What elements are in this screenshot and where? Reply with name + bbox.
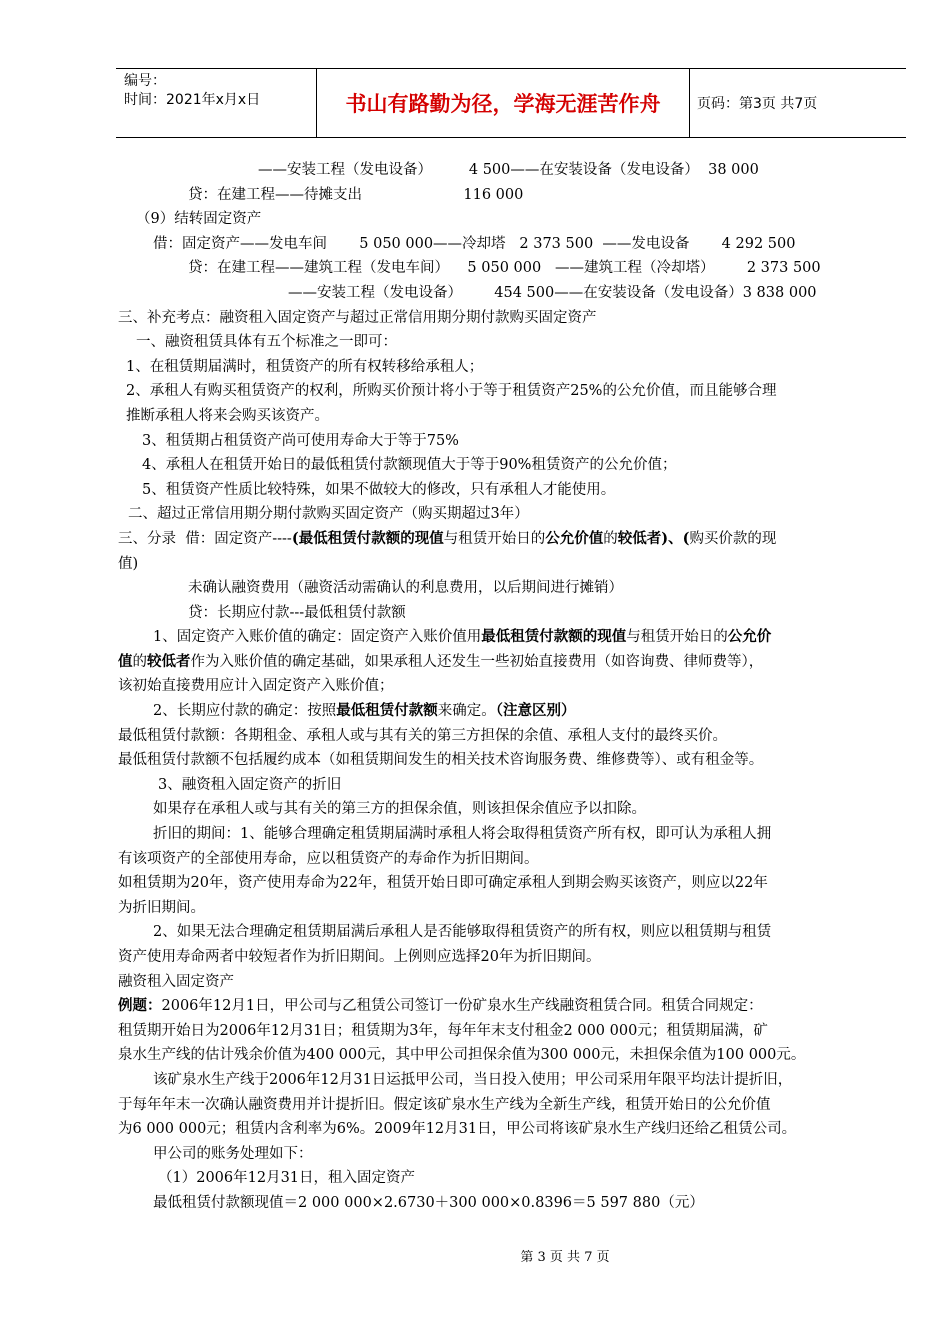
bold-text: (最低租赁付款额的现值 bbox=[291, 529, 444, 547]
text-line bbox=[118, 994, 888, 1019]
text-line: 如租赁期为20年，资产使用寿命为22年，租赁开始日即可确定承租人到期会购买该资产，则应以22年 bbox=[118, 875, 768, 892]
bold-text: 公允价 bbox=[727, 628, 772, 646]
text-line: 贷：长期应付款---最低租赁付款额 bbox=[188, 604, 406, 621]
text-line: 贷：在建工程——待摊支出 116 000 bbox=[188, 186, 524, 203]
header-left-cell bbox=[116, 69, 316, 137]
text-span: 与租赁开始日的 bbox=[443, 530, 546, 547]
text-line: 甲公司的账务处理如下： bbox=[153, 1145, 313, 1162]
text-line: 租赁期开始日为2006年12月31日；租赁期为3年，每年年末支付租金2 000 000元；租赁期届满，矿 bbox=[118, 1022, 768, 1039]
text-line: 4、承租人在租赁开始日的最低租赁付款额现值大于等于90%租赁资产的公允价值； bbox=[142, 457, 677, 474]
text-line bbox=[118, 625, 888, 650]
text-line: 3、租赁期占租赁资产尚可使用寿命大于等于75% bbox=[142, 432, 459, 449]
text-line: 未确认融资费用（融资活动需确认的利息费用，以后期间进行摊销） bbox=[188, 580, 623, 597]
text-line: ——安装工程（发电设备） 454 500——在安装设备（发电设备）3 838 000 bbox=[288, 284, 817, 301]
text-line: 推断承租人将来会购买该资产。 bbox=[126, 407, 329, 424]
text-span: 作为入账价值的确定基础，如果承租人还发生一些初始直接费用（如咨询费、律师费等）， bbox=[190, 653, 764, 670]
text-line: 最低租赁付款额不包括履约成本（如租赁期间发生的相关技术咨询服务费、维修费等）、或有租金等。 bbox=[118, 752, 764, 769]
document-body bbox=[118, 158, 888, 1216]
text-line: 该初始直接费用应计入固定资产入账价值； bbox=[118, 678, 394, 695]
text-line: 3、融资租入固定资产的折旧 bbox=[158, 776, 342, 793]
header-page-label: 页码：第3页 共7页 bbox=[697, 96, 818, 112]
text-span: 的 bbox=[603, 530, 618, 547]
text-line: 折旧的期间：1、能够合理确定租赁期届满时承租人将会取得租赁资产所有权，即可认为承租人拥 bbox=[153, 826, 772, 843]
header-motto: 书山有路勤为径，学海无涯苦作舟 bbox=[316, 69, 690, 137]
text-line: 最低租赁付款额现值＝2 000 000×2.6730＋300 000×0.8396＝5 597 880（元） bbox=[153, 1194, 704, 1211]
text-line: 有该项资产的全部使用寿命，应以租赁资产的寿命作为折旧期间。 bbox=[118, 850, 539, 867]
text-line: 三、补充考点：融资租入固定资产与超过正常信用期分期付款购买固定资产 bbox=[118, 309, 597, 326]
bold-text: 值 bbox=[118, 652, 133, 670]
text-span: 2、长期应付款的确定：按照 bbox=[153, 703, 337, 720]
text-line: 融资租入固定资产 bbox=[118, 973, 234, 990]
text-line: 该矿泉水生产线于2006年12月31日运抵甲公司，当日投入使用；甲公司采用年限平均法计提折旧， bbox=[153, 1071, 793, 1088]
text-line: （9）结转固定资产 bbox=[136, 211, 262, 228]
bold-text: 最低租赁付款额的现值 bbox=[481, 628, 627, 646]
bold-text: 例题： bbox=[118, 997, 162, 1015]
text-line: 为6 000 000元；租赁内含利率为6%。2009年12月31日，甲公司将该矿泉水生产线归还给乙租赁公司。 bbox=[118, 1121, 797, 1138]
text-span: 2006年12月1日，甲公司与乙租赁公司签订一份矿泉水生产线融资租赁合同。租赁合同规定： bbox=[161, 998, 763, 1015]
bold-text: 最低租赁付款额 bbox=[336, 702, 438, 720]
text-line: 于每年年末一次确认融资费用并计提折旧。假定该矿泉水生产线为全新生产线，租赁开始日的公允价值 bbox=[118, 1096, 771, 1113]
text-span: 1、固定资产入账价值的确定：固定资产入账价值用 bbox=[153, 629, 482, 646]
bold-text: （注意区别） bbox=[495, 702, 576, 720]
page-footer: 第 3 页 共 7 页 bbox=[520, 1250, 610, 1265]
text-line bbox=[118, 650, 888, 675]
bold-text: 公允价值 bbox=[545, 529, 604, 547]
text-line: 5、租赁资产性质比较特殊，如果不做较大的修改，只有承租人才能使用。 bbox=[142, 481, 616, 498]
text-line: 值) bbox=[118, 555, 139, 572]
text-line: 最低租赁付款额：各期租金、承租人或与其有关的第三方担保的余值、承租人支付的最终买价。 bbox=[118, 727, 727, 744]
text-line: 为折旧期间。 bbox=[118, 899, 205, 916]
text-span: 的 bbox=[132, 653, 147, 670]
text-line: 二、超过正常信用期分期付款购买固定资产（购买期超过3年） bbox=[128, 506, 529, 523]
text-line: 贷：在建工程——建筑工程（发电车间） 5 050 000 ——建筑工程（冷却塔） 2 373 500 bbox=[188, 260, 821, 277]
text-line: 一、融资租赁具体有五个标准之一即可： bbox=[136, 334, 397, 351]
text-line: 借：固定资产——发电车间 5 050 000——冷却塔 2 373 500 ——发电设备 4 292 500 bbox=[153, 235, 796, 252]
bold-text: 较低者)、( bbox=[617, 529, 690, 547]
text-line: （1）2006年12月31日，租入固定资产 bbox=[158, 1170, 416, 1187]
number-label: 编号： bbox=[124, 73, 166, 89]
text-span: 与租赁开始日的 bbox=[626, 629, 728, 646]
text-span: 三、分录 借：固定资产---- bbox=[118, 530, 292, 547]
text-line: 1、在租赁期届满时，租赁资产的所有权转移给承租人； bbox=[126, 358, 484, 375]
page-header bbox=[116, 68, 906, 138]
text-line: 资产使用寿命两者中较短者作为折旧期间。上例则应选择20年为折旧期间。 bbox=[118, 949, 601, 965]
text-span: 购买价款的现 bbox=[689, 530, 777, 547]
text-line: 如果存在承租人或与其有关的第三方的担保余值，则该担保余值应予以扣除。 bbox=[153, 801, 646, 818]
text-span: 来确定。 bbox=[437, 703, 496, 720]
time-label: 时间：2021年x月x日 bbox=[124, 92, 261, 108]
text-line: 2、承租人有购买租赁资产的权利，所购买价预计将小于等于租赁资产25%的公允价值，而且能够合理 bbox=[126, 383, 777, 400]
text-line: 2、如果无法合理确定租赁期届满后承租人是否能够取得租赁资产的所有权，则应以租赁期与租赁 bbox=[153, 924, 772, 941]
bold-text: 较低者 bbox=[147, 652, 191, 670]
text-line: 泉水生产线的估计残余价值为400 000元，其中甲公司担保余值为300 000元，未担保余值为100 000元。 bbox=[118, 1047, 806, 1064]
text-line: ——安装工程（发电设备） 4 500——在安装设备（发电设备） 38 000 bbox=[258, 162, 759, 178]
text-line bbox=[118, 527, 888, 552]
text-line bbox=[118, 699, 888, 724]
